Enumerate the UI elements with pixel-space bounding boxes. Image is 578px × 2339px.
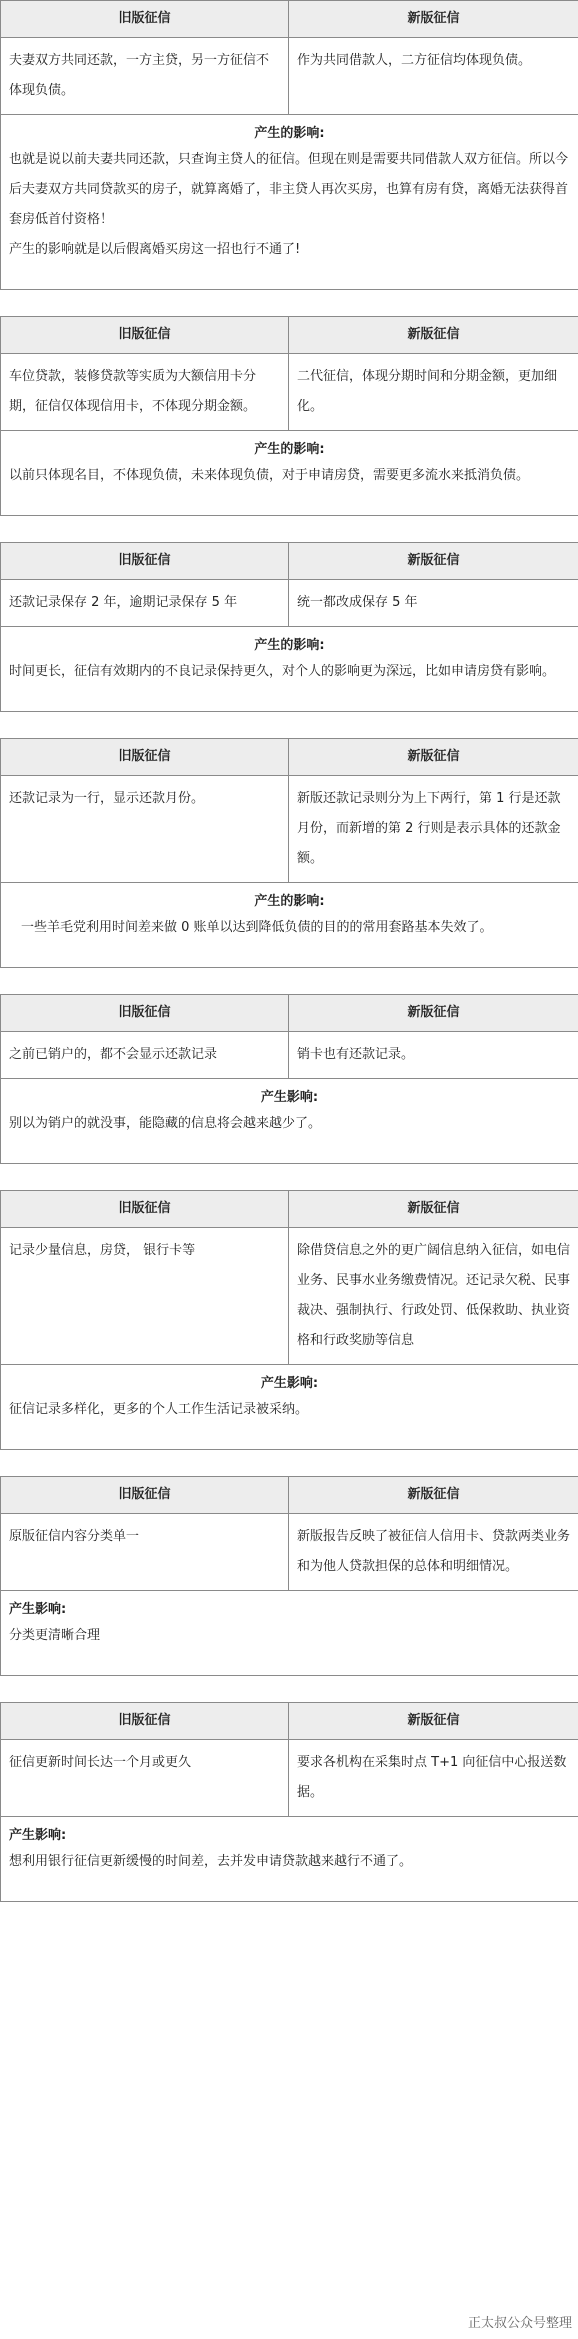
header-row bbox=[1, 317, 578, 354]
old-version-header: 旧版征信 bbox=[1, 1477, 289, 1514]
header-row bbox=[1, 543, 578, 580]
old-version-header: 旧版征信 bbox=[1, 543, 289, 580]
section-gap bbox=[0, 1676, 578, 1702]
old-version-text: 夫妻双方共同还款，一方主贷，另一方征信不体现负债。 bbox=[1, 38, 289, 115]
impact-title: 产生影响: bbox=[260, 1090, 319, 1105]
header-row bbox=[1, 1191, 578, 1228]
new-version-text: 除借贷信息之外的更广阔信息纳入征信，如电信业务、民事水业务缴费情况。还记录欠税、民事裁决、强制执行、行政处罚、低保救助、执业资格和行政奖励等信息 bbox=[289, 1228, 578, 1365]
content-row bbox=[1, 1032, 578, 1079]
impact-paragraph: 征信记录多样化，更多的个人工作生活记录被采纳。 bbox=[9, 1402, 309, 1417]
comparison-table-8 bbox=[0, 1702, 578, 1902]
content-row bbox=[1, 1228, 578, 1365]
new-version-text: 要求各机构在采集时点 T+1 向征信中心报送数据。 bbox=[289, 1740, 578, 1817]
impact-title: 产生的影响: bbox=[254, 442, 325, 457]
old-version-text: 还款记录为一行，显示还款月份。 bbox=[1, 776, 289, 883]
comparison-table-4 bbox=[0, 738, 578, 968]
old-version-text: 征信更新时间长达一个月或更久 bbox=[1, 1740, 289, 1817]
new-version-header: 新版征信 bbox=[289, 543, 578, 580]
impact-paragraph: 别以为销户的就没事，能隐藏的信息将会越来越少了。 bbox=[9, 1116, 322, 1131]
impact-cell bbox=[1, 1591, 578, 1676]
old-version-text: 车位贷款，装修贷款等实质为大额信用卡分期，征信仅体现信用卡，不体现分期金额。 bbox=[1, 354, 289, 431]
new-version-text: 作为共同借款人，二方征信均体现负债。 bbox=[289, 38, 578, 115]
impact-cell bbox=[1, 1817, 578, 1902]
impact-row bbox=[1, 115, 578, 290]
new-version-text: 新版还款记录则分为上下两行，第 1 行是还款月份，而新增的第 2 行则是表示具体的还款金额。 bbox=[289, 776, 578, 883]
content-row bbox=[1, 38, 578, 115]
section-gap bbox=[0, 712, 578, 738]
header-row bbox=[1, 1, 578, 38]
new-version-header: 新版征信 bbox=[289, 1, 578, 38]
impact-paragraph: 分类更清晰合理 bbox=[9, 1628, 101, 1643]
header-row bbox=[1, 995, 578, 1032]
old-version-header: 旧版征信 bbox=[1, 317, 289, 354]
impact-paragraph: 时间更长，征信有效期内的不良记录保持更久，对个人的影响更为深远，比如申请房贷有影响。 bbox=[9, 664, 556, 679]
content-row bbox=[1, 354, 578, 431]
impact-title: 产生影响: bbox=[9, 1828, 67, 1843]
new-version-header: 新版征信 bbox=[289, 1477, 578, 1514]
impact-title: 产生的影响: bbox=[254, 894, 325, 909]
impact-title: 产生的影响: bbox=[254, 638, 325, 653]
comparison-table-6 bbox=[0, 1190, 578, 1450]
section-gap bbox=[0, 968, 578, 994]
new-version-header: 新版征信 bbox=[289, 739, 578, 776]
impact-paragraph: 以前只体现名目，不体现负债，未来体现负债，对于申请房贷，需要更多流水来抵消负债。 bbox=[9, 468, 530, 483]
impact-paragraph: 想利用银行征信更新缓慢的时间差，去并发申请贷款越来越行不通了。 bbox=[9, 1854, 413, 1869]
new-version-header: 新版征信 bbox=[289, 1703, 578, 1740]
section-gap bbox=[0, 1450, 578, 1476]
impact-paragraph: 产生的影响就是以后假离婚买房这一招也行不通了! bbox=[9, 242, 301, 257]
impact-row bbox=[1, 1817, 578, 1902]
comparison-table-5 bbox=[0, 994, 578, 1164]
old-version-text: 还款记录保存 2 年，逾期记录保存 5 年 bbox=[1, 580, 289, 627]
comparison-table-1 bbox=[0, 0, 578, 290]
header-row bbox=[1, 1477, 578, 1514]
section-gap bbox=[0, 290, 578, 316]
impact-title: 产生影响: bbox=[9, 1602, 67, 1617]
comparison-table-7 bbox=[0, 1476, 578, 1676]
old-version-header: 旧版征信 bbox=[1, 739, 289, 776]
content-row bbox=[1, 580, 578, 627]
impact-row bbox=[1, 431, 578, 516]
impact-cell bbox=[1, 115, 578, 290]
comparison-table-3 bbox=[0, 542, 578, 712]
impact-row bbox=[1, 1591, 578, 1676]
new-version-text: 二代征信，体现分期时间和分期金额，更加细化。 bbox=[289, 354, 578, 431]
new-version-text: 统一都改成保存 5 年 bbox=[289, 580, 578, 627]
old-version-header: 旧版征信 bbox=[1, 1703, 289, 1740]
content-row bbox=[1, 1740, 578, 1817]
impact-title: 产生的影响: bbox=[254, 126, 325, 141]
old-version-header: 旧版征信 bbox=[1, 995, 289, 1032]
impact-cell bbox=[1, 883, 578, 968]
new-version-header: 新版征信 bbox=[289, 1191, 578, 1228]
impact-cell bbox=[1, 627, 578, 712]
old-version-text: 记录少量信息，房贷， 银行卡等 bbox=[1, 1228, 289, 1365]
comparison-table-2 bbox=[0, 316, 578, 516]
old-version-text: 原版征信内容分类单一 bbox=[1, 1514, 289, 1591]
impact-title: 产生影响: bbox=[260, 1376, 319, 1391]
impact-paragraph: 一些羊毛党利用时间差来做 0 账单以达到降低负债的目的的常用套路基本失效了。 bbox=[21, 920, 493, 935]
impact-paragraph: 也就是说以前夫妻共同还款，只查询主贷人的征信。但现在则是需要共同借款人双方征信。所以今后夫妻双方共同贷款买的房子，就算离婚了，非主贷人再次买房，也算有房有贷，离婚无法获得首套房低首付资格！ bbox=[9, 152, 569, 227]
content-row bbox=[1, 1514, 578, 1591]
old-version-header: 旧版征信 bbox=[1, 1191, 289, 1228]
impact-row bbox=[1, 627, 578, 712]
old-version-text: 之前已销户的，都不会显示还款记录 bbox=[1, 1032, 289, 1079]
section-gap bbox=[0, 1164, 578, 1190]
impact-row bbox=[1, 1365, 578, 1450]
impact-row bbox=[1, 883, 578, 968]
impact-cell bbox=[1, 1079, 578, 1164]
new-version-text: 新版报告反映了被征信人信用卡、贷款两类业务和为他人贷款担保的总体和明细情况。 bbox=[289, 1514, 578, 1591]
old-version-header: 旧版征信 bbox=[1, 1, 289, 38]
new-version-text: 销卡也有还款记录。 bbox=[289, 1032, 578, 1079]
impact-cell bbox=[1, 1365, 578, 1450]
header-row bbox=[1, 739, 578, 776]
header-row bbox=[1, 1703, 578, 1740]
footer-watermark: 正太叔公众号整理 bbox=[467, 2316, 572, 2331]
content-row bbox=[1, 776, 578, 883]
section-gap bbox=[0, 516, 578, 542]
new-version-header: 新版征信 bbox=[289, 317, 578, 354]
new-version-header: 新版征信 bbox=[289, 995, 578, 1032]
impact-cell bbox=[1, 431, 578, 516]
impact-row bbox=[1, 1079, 578, 1164]
